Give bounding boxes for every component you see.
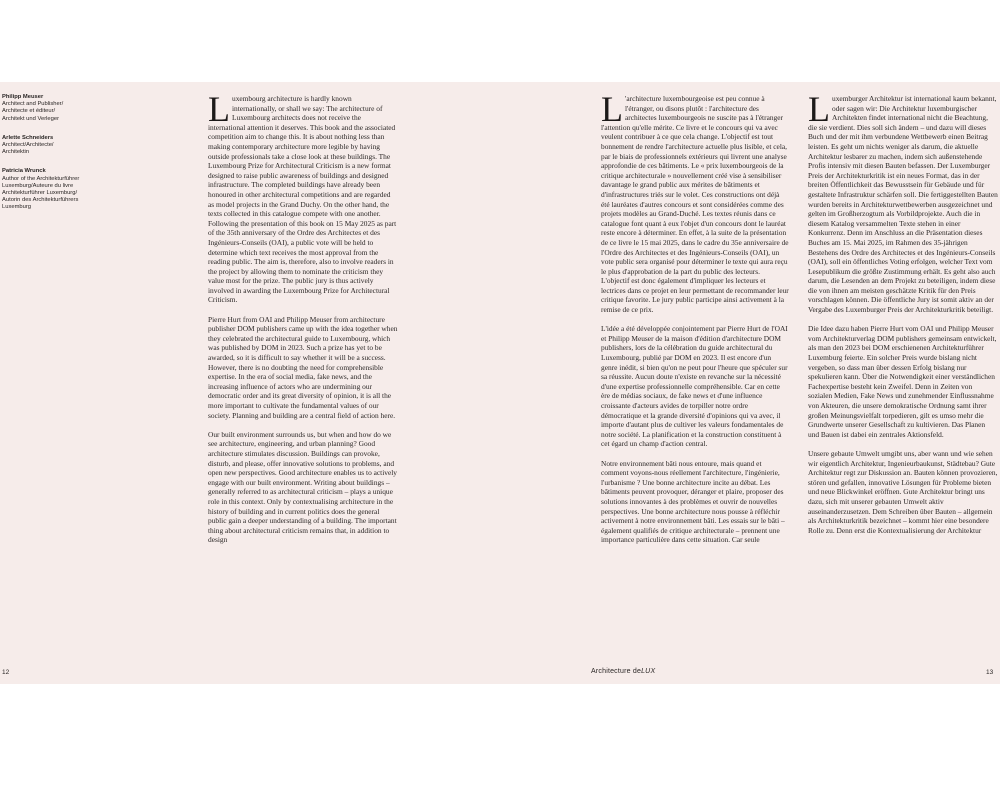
author-role: Architect and Publisher/: [2, 101, 64, 108]
french-paragraph: [601, 89, 789, 315]
book-spread: [0, 82, 1000, 684]
author-name: Patricia Wrunck: [2, 168, 46, 175]
french-paragraph: Notre environnement bâti nous entoure, mais quand et comment voyons-nous réellement l'architecture, l'ingénierie, l'urbanisme ? Une bonne architecture incite au débat. Les bâtiments peuvent provoquer, déranger et plaire, proposer des solutions innovantes à des problèmes et ouvrir de nouvelles perspectives. Une bonne architecture nous pousse à réfléchir activement à notre environnement bâti. Les essais sur le bâti – également qualifiés de critique architecturale – prennent une importance particulière dans cette situation. Car seule: [601, 458, 785, 545]
page-number-left: 12: [2, 669, 10, 676]
author-name: Philipp Meuser: [2, 94, 44, 100]
english-paragraph: Our built environment surrounds us, but when and how do we see architecture, engineering, and urban planning? Good architecture stimulates discussion. Buildings can provoke, disturb, and please, offer innovative solutions to problems, and open new perspectives. Good architecture enables us to actively engage with our built environment. Writing about buildings – generally referred to as architectural criticism – plays a unique role in this context. Only by contextualising architecture in the history of building and in current politics does the general public gain a deeper understanding of a building. The important thing about architectural criticism remains that, in addition to design: [208, 429, 398, 545]
page-number-right: 13: [986, 669, 994, 676]
author-role: Architekturführer Luxemburg/: [2, 190, 78, 197]
german-paragraph: Die Idee dazu haben Pierre Hurt vom OAI und Philipp Meuser vom Architekturverlag DOM publishers gemeinsam entwickelt, als man den 2023 bei DOM erschienenen Architekturführer Luxemburg feierte. Ein solcher Preis wurde bislang nicht vergeben, so dass man über dessen Erfolg bislang nur spekulieren kann. Über die Notwendigkeit einer verständlichen Fachexpertise besteht kein Zweifel. Denn in Zeiten von sozialen Medien, Fake News und zunehmender Einflussnahme von Akteuren, die unsere demokratische Ordnung samt ihrer großen Meinungsvielfalt torpedieren, gilt es umso mehr die Grundwerte unserer Gesellschaft zu kultivieren. Das Planen und Bauen ist dabei ein zentrales Aktionsfeld.: [808, 324, 997, 439]
author-name: Arlette Schneiders: [2, 134, 54, 141]
author-role: Luxemburg/Auteure du livre: [2, 182, 74, 189]
english-paragraph: [208, 89, 398, 305]
drop-cap: L: [808, 89, 830, 129]
paragraph-text: 'architecture luxembourgeoise est peu connue à l'étranger, ou disons plutôt : l'architecture des architectes luxembourgeois ne suscite pas à l'étranger l'attention qu'elle mérite. Ce livre et le concours qui va avec veulent contribuer à ce que cela change. L'objectif est tout bonnement de rendre l'architecture actuelle plus lisible, et cela, par le biais de professionnels extérieurs qui livrent une analyse approfondie de ces bâtiments. Le « prix luxembourgeois de la critique architecturale » nouvellement créé vise à sensibiliser davantage le grand public aux mérites de bâtiments et d'infrastructures triés sur le volet. Ces constructions ont déjà été lauréates d'autres concours et sont considérées comme des projets modèles au Grand-Duché. Les textes réunis dans ce catalogue font quant à eux l'objet d'un concours dont le lauréat reste encore à déterminer. En effet, à la suite de la présentation de ce livre le 15 mai 2025, dans le cadre du 35e anniversaire de l'Ordre des Architectes et des Ingénieurs-Conseils (OAI), un vote public sera organisé pour déterminer le texte qui aura reçu le plus d'approbation de la part du public des lecteurs. L'objectif est donc également d'impliquer les lecteurs et lectrices dans ce projet en leur permettant de recommander leur critique favorite. Le jury public participe ainsi activement à la remise de ce prix.: [601, 94, 789, 315]
brand-text: Architecture de: [591, 668, 642, 675]
french-column: [601, 89, 789, 555]
running-footer-brand: [591, 668, 655, 675]
paragraph-text: uxembourg architecture is hardly known internationally, or shall we say: The architecture of Luxembourg architects does not receive the international attention it deserves. This book and the associated competition aim to change this. It is about nothing less than making contemporary architecture more legible by having outside professionals take a close look at these buildings. The Luxembourg Prize for Architectural Criticism is a new format designed to raise public awareness of buildings and designed infrastructure. The completed buildings have already been honoured in other architectural competitions and are regarded as model projects in the Grand Duchy. On the other hand, the texts collected in this catalogue compete with one another. Following the presentation of this book on 15 May 2025 as part of the 35th anniversary of the Ordre des Architectes et des Ingénieurs-Conseils (OAI), a public vote will be held to determine which text receives the most approval from the reading public. The aim is, therefore, also to involve readers in the project by allowing them to nominate the criticism they value most for the prize. The public jury is thus actively involved in awarding the Luxembourg Prize for Architectural Criticism.: [208, 94, 397, 305]
author-role: Architect/Architecte/: [2, 142, 54, 149]
author-role: Architecte et éditeur/: [2, 108, 56, 115]
paragraph-text: uxemburger Architektur ist international kaum bekannt, oder sagen wir: Die Architektur luxemburgischer Architekten findet international nicht die Beachtung, die sie verdient. Dies soll sich ändern – und dazu will dieses Buch und der mit ihm verbundene Wettbewerb einen Beitrag leisten. Es geht um nichts weniger als darum, die aktuelle Architektur lesbarer zu machen, indem sich außenstehende Profis intensiv mit diesen Bauten befassen. Der Luxemburger Preis der Architekturkritik ist ein neues Format, das in der breiten Öffentlichkeit das Bewusstsein für Gebäude und für gestaltete Infrastruktur schärfen soll. Die fertiggestellten Bauten wurden bereits in Architekturwettbewerben ausgezeichnet und gelten im Großherzogtum als Vorbildprojekte. Auch die in diesem Katalog versammelten Texte stehen in einer Konkurrenz. Denn im Anschluss an die Präsentation dieses Buches am 15. Mai 2025, im Rahmen des 35-jährigen Bestehens des Ordre des Architectes et des Ingénieurs-Conseils (OAI), soll ein öffentliches Voting erfolgen, welcher Text vom Lesepublikum die größte Zustimmung erhält. Es geht also auch darum, die Lesenden an dem Projekt zu beteiligen, indem diese die von ihnen am meisten geschätzte Kritik für den Preis vorschlagen können. Die öffentliche Jury ist somit aktiv an der Vergabe des Luxemburger Preis der Architekturkritik beteiligt.: [808, 94, 998, 315]
german-column: [808, 89, 998, 545]
author-role: Architektin: [2, 149, 30, 156]
english-paragraph: Pierre Hurt from OAI and Philipp Meuser from architecture publisher DOM publishers came up with the idea together when they celebrated the architectural guide to Luxembourg, which was published by DOM in 2023. Such a prize has yet to be awarded, so it is difficult to say whether it will be a success. However, there is no doubting the need for comprehensible expertise. In the era of social media, fake news, and the increasing influence of actors who are undermining our democratic order and its great diversity of opinion, it is all the more important to cultivate the fundamental values of our society. Planning and building are a central field of action here.: [208, 314, 398, 420]
english-column: [208, 89, 398, 555]
brand-suffix: LUX: [641, 668, 656, 675]
german-paragraph: Unsere gebaute Umwelt umgibt uns, aber wann und wie sehen wir eigentlich Architektur, Ingenieurbaukunst, Städtebau? Gute Architektur regt zur Diskussion an. Bauten können provozieren, stören und gefallen, innovative Lösungen für Probleme bieten und neue Blickwinkel eröffnen. Gute Architektur bringt uns dazu, sich mit unserer gebauten Umwelt aktiv auseinanderzusetzen. Dem Schreiben über Bauten – allgemein als Architekturkritik bezeichnet – kommt hier eine besondere Rolle zu. Denn erst die Kontextualisierung der Architektur: [808, 448, 998, 535]
author-role: Author of the Architekturführer: [2, 175, 80, 182]
author-role: Luxemburg: [2, 204, 32, 211]
drop-cap: L: [208, 89, 230, 129]
author-list: [2, 94, 112, 224]
german-paragraph: [808, 89, 998, 315]
author-entry: [2, 168, 112, 211]
author-entry: [2, 135, 112, 157]
author-role: Architekt und Verleger: [2, 115, 60, 122]
author-entry: [2, 94, 112, 123]
drop-cap: L: [601, 89, 623, 129]
author-role: Autorin des Architekturführers: [2, 197, 79, 204]
french-paragraph: L'idée a été développée conjointement par Pierre Hurt de l'OAI et Philipp Meuser de la maison d'édition d'architecture DOM publishers, lors de la célébration du guide architectural du Luxembourg, publié par DOM en 2023. Il est encore d'un genre inédit, si bien qu'on ne peut pour l'heure que spéculer sur sa réussite. Aucun doute n'existe en revanche sur la nécessité d'une expertise professionnelle compréhensible. Car en cette ère de médias sociaux, de fake news et d'une influence croissante d'acteurs avides de torpiller notre ordre démocratique et la grande diversité d'opinions qui va avec, il importe d'autant plus de cultiver les valeurs fondamentales de notre société. La planification et la construction constituent à cet égard un champ d'action central.: [601, 324, 788, 449]
